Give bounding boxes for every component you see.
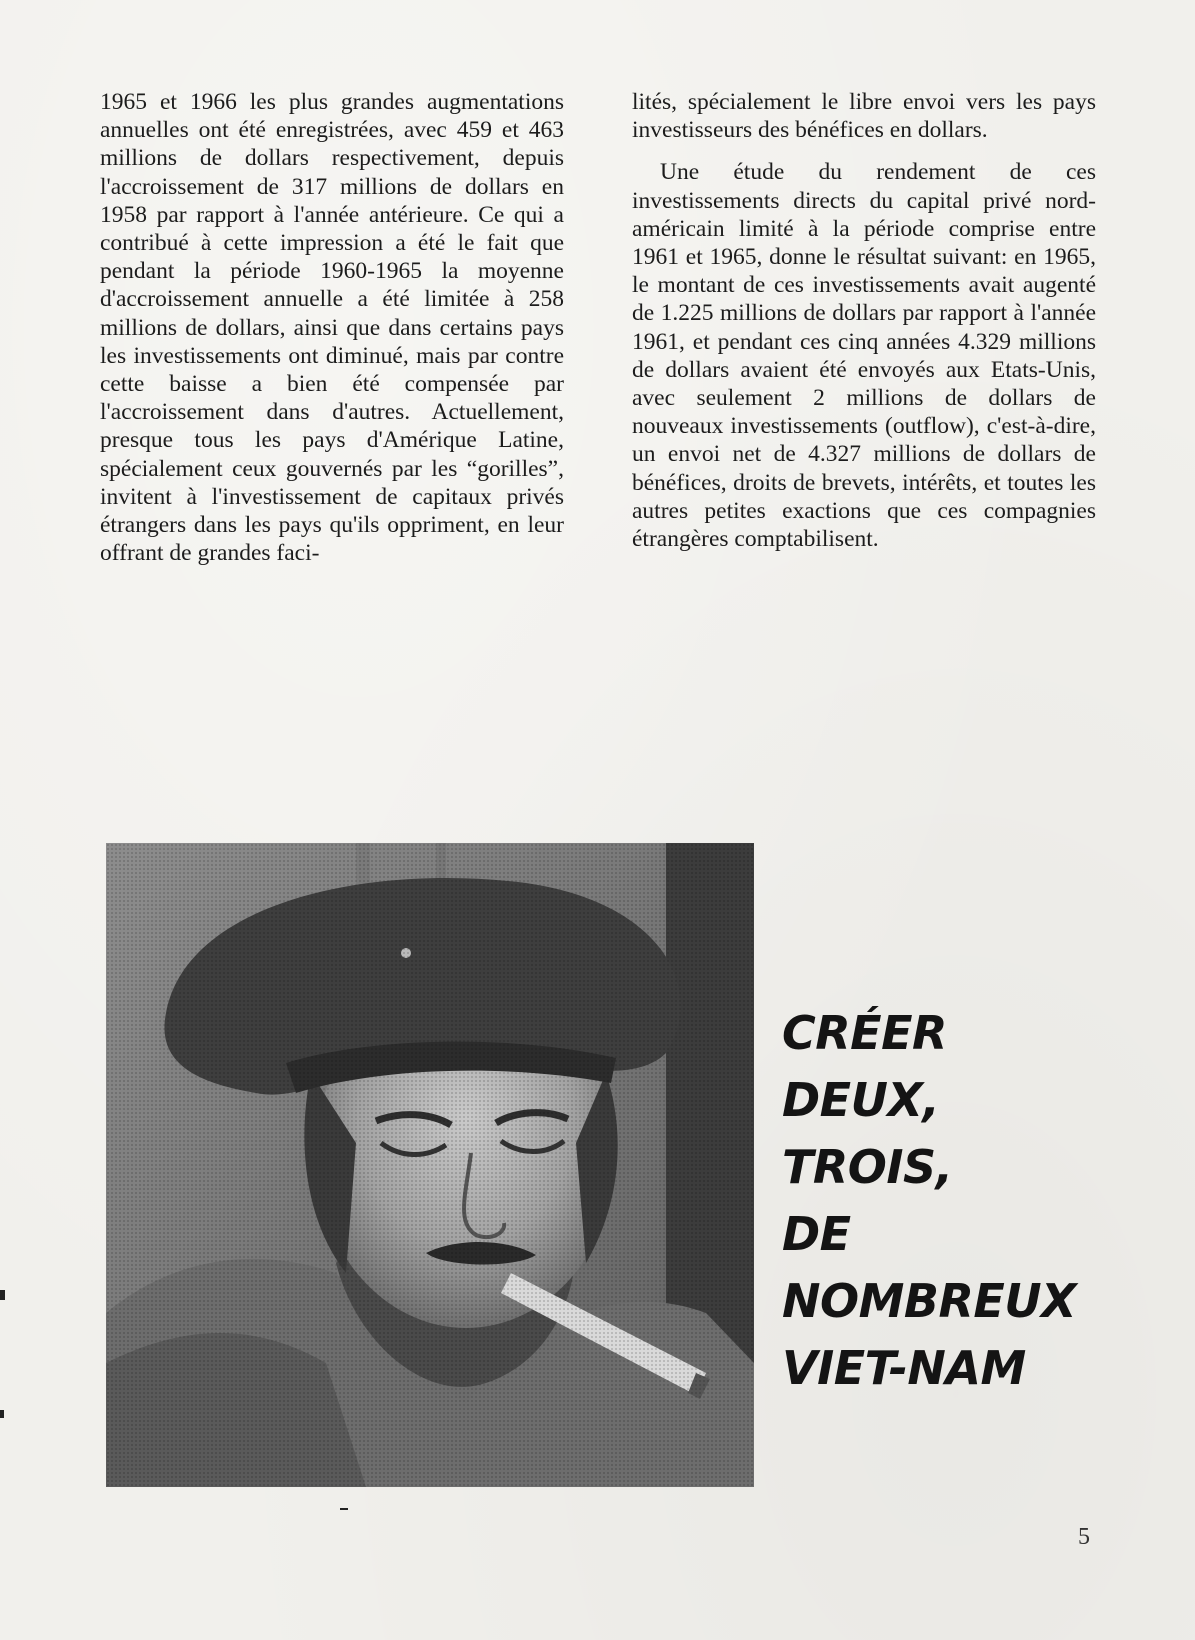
margin-mark [340,1508,348,1510]
slogan-line-5: NOMBREUX [782,1274,1077,1328]
left-column-paragraph: 1965 et 1966 les plus grandes augmentations annuelles ont été enregistrées, avec 459 et 463 millions de dollars respectivement, depuis l'accroissement de 317 millions de dollars en 1958 par rapport à l'année antérieure. Ce qui a contribué à cette impression a été le fait que pendant la période 1960-1965 la moyenne d'accroissement annuelle a été limitée à 258 millions de dollars, ainsi que dans certains pays les investissements ont diminué, mais par contre cette baisse a bien été compensée par l'accroissement dans d'autres. Actuellement, presque tous les pays d'Amérique Latine, spécialement ceux gouvernés par les “gorilles”, invitent à l'investissement de capitaux privés étrangers dans les pays qu'ils oppriment, en leur offrant de grandes faci- [100,89,564,567]
slogan-line-1: CRÉER [782,1006,947,1060]
article-right-column [632,88,1096,553]
slogan-headline [782,1000,1082,1402]
article-left-column [100,88,564,567]
slogan-line-3: TROIS, [782,1140,953,1194]
slogan-line-6: VIET-NAM [782,1341,1026,1395]
slogan-line-4: DE [782,1207,851,1261]
right-column-paragraph-1: lités, spécialement le libre envoi vers les pays investisseurs des bénéfices en dollars. [632,89,1096,144]
portrait-photo [106,843,754,1487]
page-number: 5 [1078,1524,1090,1550]
margin-mark [0,1410,4,1418]
right-column-paragraph-2: Une étude du rendement de ces investissements directs du capital privé nord-américain limité à la période comprise entre 1961 et 1965, donne le résultat suivant: en 1965, le montant de ces investissements avait augenté de 1.225 millions de dollars par rapport à l'année 1961, et pendant ces cinq années 4.329 millions de dollars avaient été envoyés aux Etats-Unis, avec seulement 2 millions de dollars de nouveaux investissements (outflow), c'est-à-dire, un envoi net de 4.327 millions de dollars de bénéfices, droits de brevets, intérêts, et toutes les autres petites exactions que ces compagnies étrangères comptabilisent. [632,159,1096,553]
margin-mark [0,1290,5,1300]
slogan-line-2: DEUX, [782,1073,940,1127]
